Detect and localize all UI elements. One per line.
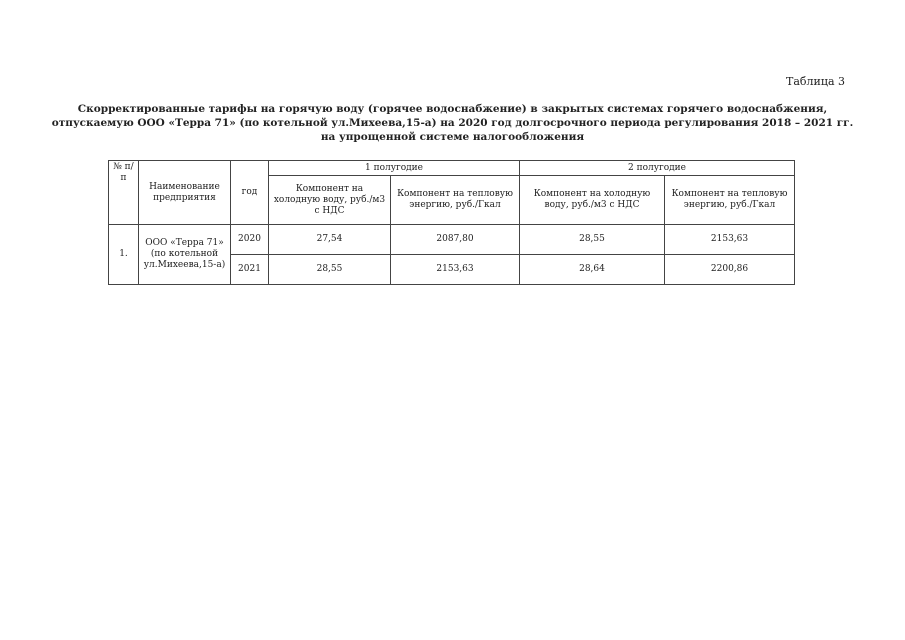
table-label: Таблица 3 (786, 75, 845, 88)
title-line-2: отпускаемую ООО «Терра 71» (по котельной ул.Михеева,15-а) на 2020 год долгосрочного периода регулирования 2018 – 2021 гг. (51, 117, 854, 129)
h2-thermal-energy-value: 2200,86 (665, 255, 795, 285)
year-cell: 2020 (231, 225, 269, 255)
row-number: 1. (109, 225, 139, 285)
document-title (40, 102, 865, 144)
header-year: год (231, 161, 269, 225)
header-half-2: 2 полугодие (520, 161, 795, 176)
company-name: ООО «Терра 71» (по котельной ул.Михеева,15-а) (139, 225, 231, 285)
h2-cold-water-value: 28,64 (520, 255, 665, 285)
h1-cold-water-value: 27,54 (269, 225, 391, 255)
title-line-1: Скорректированные тарифы на горячую воду (горячее водоснабжение) в закрытых системах горячего водоснабжения, (77, 103, 828, 115)
h1-thermal-energy-value: 2153,63 (391, 255, 520, 285)
header-h1-thermal-energy: Компонент на тепловую энергию, руб./Гкал (391, 176, 520, 225)
header-h2-cold-water: Компонент на холодную воду, руб./м3 с НДС (520, 176, 665, 225)
tariff-table (108, 160, 795, 285)
h2-cold-water-value: 28,55 (520, 225, 665, 255)
header-company: Наименование предприятия (139, 161, 231, 225)
header-half-1: 1 полугодие (269, 161, 520, 176)
title-line-3: на упрощенной системе налогообложения (320, 131, 585, 143)
h1-thermal-energy-value: 2087,80 (391, 225, 520, 255)
table-row (109, 225, 795, 255)
header-h1-cold-water: Компонент на холодную воду, руб./м3 с НДС (269, 176, 391, 225)
header-h2-thermal-energy: Компонент на тепловую энергию, руб./Гкал (665, 176, 795, 225)
h2-thermal-energy-value: 2153,63 (665, 225, 795, 255)
year-cell: 2021 (231, 255, 269, 285)
h1-cold-water-value: 28,55 (269, 255, 391, 285)
header-num: № п/п (109, 161, 139, 225)
header-row-1 (109, 161, 795, 176)
